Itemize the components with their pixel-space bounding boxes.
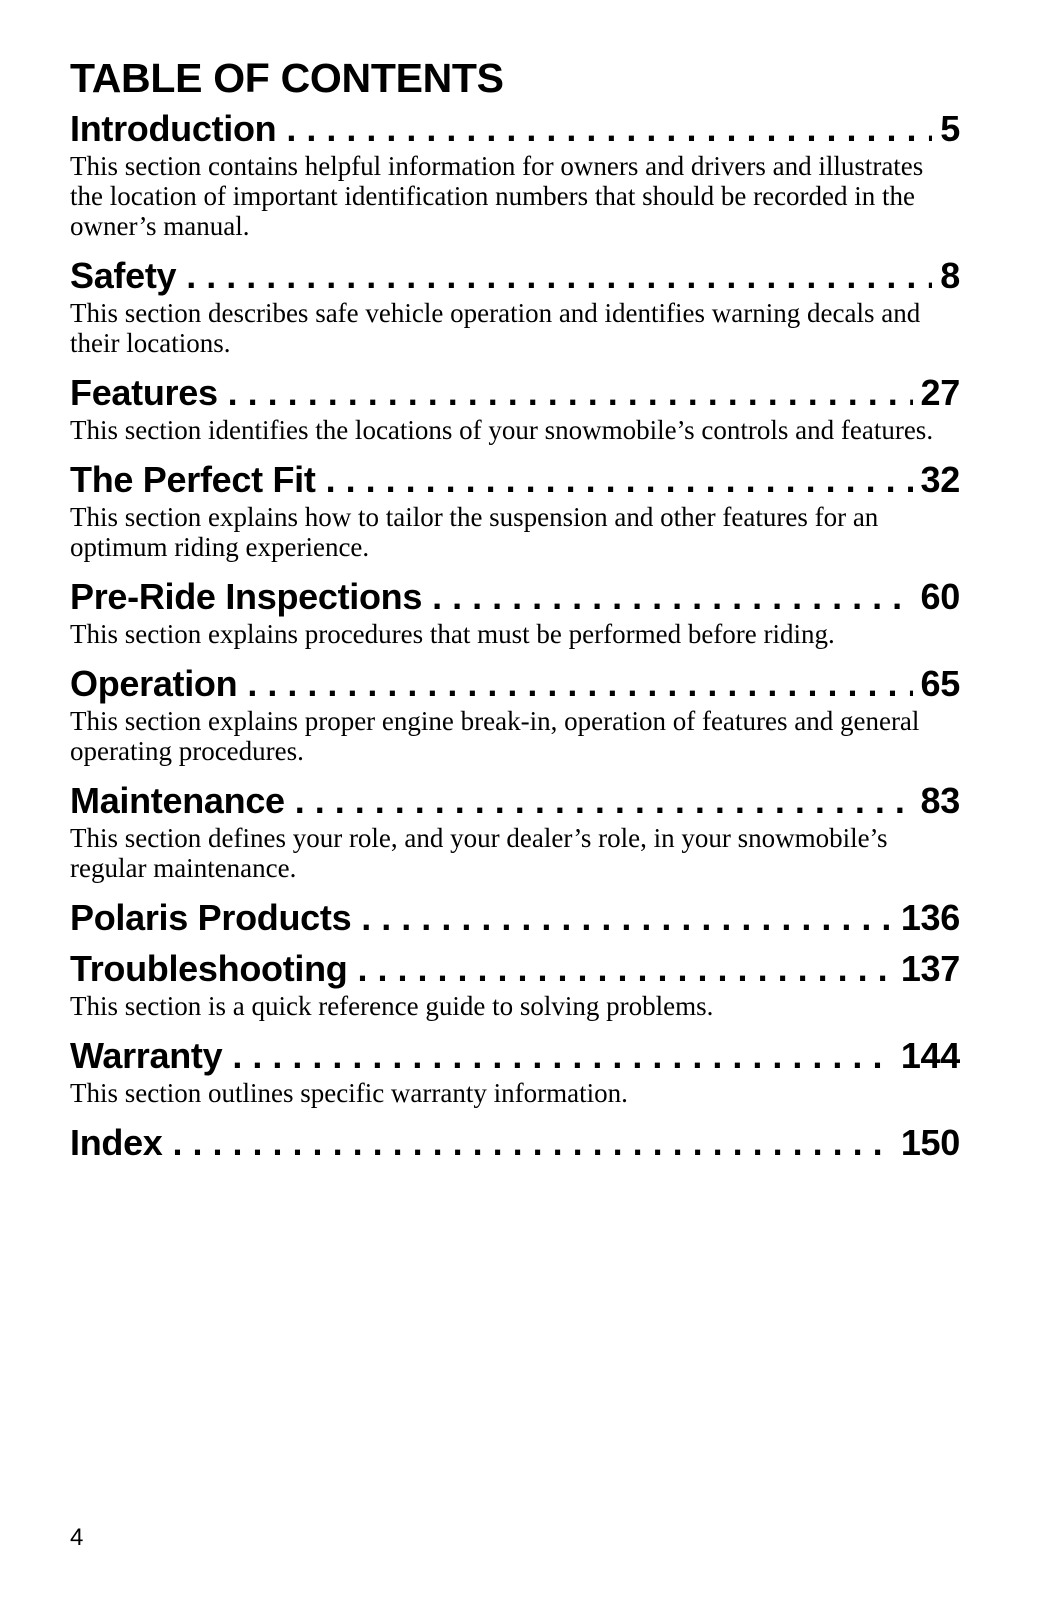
toc-entry-heading[interactable] (70, 1034, 960, 1078)
toc-entry-page: 32 (920, 459, 960, 500)
toc-entry-name: Pre-Ride Inspections (70, 576, 423, 617)
toc-entry-page: 144 (900, 1035, 960, 1076)
dot-leader (357, 947, 892, 991)
toc-entry-name: Troubleshooting (70, 948, 348, 989)
toc-entry-description: This section explains how to tailor the suspension and other features for an optimum riding experience. (70, 502, 879, 562)
toc-entry-description: This section identifies the locations of your snowmobile’s controls and features. (70, 415, 934, 445)
toc-entry-warranty (70, 1034, 960, 1108)
toc-entry-heading[interactable] (70, 896, 960, 940)
toc-entry-name: Warranty (70, 1035, 223, 1076)
page-title: TABLE OF CONTENTS (70, 55, 504, 101)
toc-entry-operation (70, 662, 960, 766)
toc-entry-description: This section is a quick reference guide to solving problems. (70, 991, 714, 1021)
toc-entry-name: Polaris Products (70, 897, 352, 938)
toc-entry-description: This section contains helpful information for owners and drivers and illustrates the location of important identification numbers that should be recorded in the owner’s manual. (70, 151, 924, 241)
toc-entry-description: This section describes safe vehicle operation and identifies warning decals and their locations. (70, 298, 921, 358)
toc-entry-index (70, 1121, 960, 1165)
toc-entry-page: 27 (920, 372, 960, 413)
toc-entry-heading[interactable] (70, 947, 960, 991)
dot-leader (432, 575, 912, 619)
toc-entry-safety (70, 254, 960, 358)
toc-entry-page: 60 (920, 576, 960, 617)
toc-entry-description: This section explains procedures that must be performed before riding. (70, 619, 835, 649)
toc-entry-name: Safety (70, 255, 177, 296)
toc-entry-heading[interactable] (70, 254, 960, 298)
toc-entry-name: Index (70, 1122, 163, 1163)
toc-entry-page: 137 (900, 948, 960, 989)
toc-entry-pre-ride-inspections (70, 575, 960, 649)
dot-leader (326, 458, 913, 502)
toc-entry-page: 65 (920, 663, 960, 704)
toc-entry-name: The Perfect Fit (70, 459, 316, 500)
toc-entry-name: Features (70, 372, 218, 413)
toc-entry-troubleshooting (70, 947, 960, 1021)
toc-entry-heading[interactable] (70, 458, 960, 502)
toc-entry-heading[interactable] (70, 575, 960, 619)
dot-leader (228, 371, 913, 415)
toc-entry-description: This section defines your role, and your dealer’s role, in your snowmobile’s regular maintenance. (70, 823, 888, 883)
toc-entry-name: Introduction (70, 108, 277, 149)
dot-leader (186, 254, 932, 298)
toc-entry-page: 136 (900, 897, 960, 938)
toc-entry-features (70, 371, 960, 445)
toc-entry-name: Operation (70, 663, 238, 704)
toc-entry-polaris-products (70, 896, 960, 940)
toc-entry-heading[interactable] (70, 371, 960, 415)
dot-leader (173, 1121, 893, 1165)
dot-leader (286, 107, 932, 151)
toc-entry-description: This section outlines specific warranty information. (70, 1078, 628, 1108)
toc-entry-name: Maintenance (70, 780, 285, 821)
page-number: 4 (70, 1524, 84, 1551)
toc-entry-heading[interactable] (70, 1121, 960, 1165)
dot-leader (232, 1034, 893, 1078)
toc-entry-heading[interactable] (70, 662, 960, 706)
toc-entry-page: 150 (900, 1122, 960, 1163)
toc-entry-heading[interactable] (70, 107, 960, 151)
toc-entry-page: 5 (940, 108, 960, 149)
dot-leader (295, 779, 913, 823)
dot-leader (361, 896, 893, 940)
toc-entry-the-perfect-fit (70, 458, 960, 562)
toc-entry-page: 83 (920, 780, 960, 821)
toc-entry-introduction (70, 107, 960, 241)
toc-entry-heading[interactable] (70, 779, 960, 823)
toc-entry-maintenance (70, 779, 960, 883)
table-of-contents (70, 55, 960, 1178)
dot-leader (247, 662, 912, 706)
toc-entry-description: This section explains proper engine break-in, operation of features and general operating procedures. (70, 706, 920, 766)
toc-entry-page: 8 (940, 255, 960, 296)
